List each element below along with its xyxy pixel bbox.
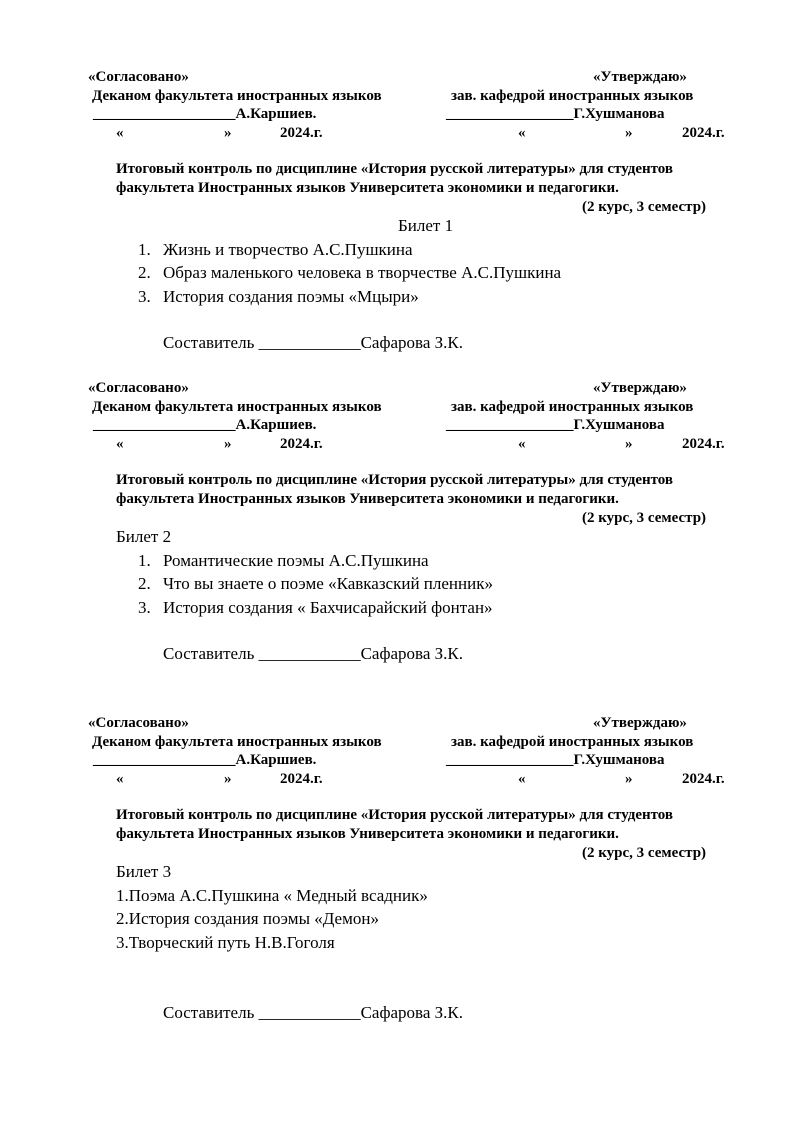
- question-number: 2.: [138, 263, 151, 282]
- question-item: Что вы знаете о поэме «Кавказский пленник»: [163, 574, 493, 593]
- compiler-line: Составитель ____________Сафарова З.К.: [163, 644, 463, 663]
- date-right-open-quote: «: [518, 771, 526, 787]
- question-item: Романтические поэмы А.С.Пушкина: [163, 551, 429, 570]
- date-left-year: 2024.г.: [280, 125, 323, 141]
- approval-left-role: Деканом факультета иностранных языков: [92, 734, 382, 750]
- question-number: 3.: [138, 287, 151, 306]
- approval-left-signature: ___________________А.Каршиев.: [93, 417, 317, 433]
- date-right-year: 2024.г.: [682, 125, 725, 141]
- date-right-year: 2024.г.: [682, 771, 725, 787]
- approval-left-role: Деканом факультета иностранных языков: [92, 88, 382, 104]
- question-item: 2.История создания поэмы «Демон»: [116, 909, 379, 928]
- compiler-line: Составитель ____________Сафарова З.К.: [163, 1003, 463, 1022]
- date-right-close-quote: »: [625, 125, 633, 141]
- date-right-close-quote: »: [625, 436, 633, 452]
- approval-left-signature: ___________________А.Каршиев.: [93, 752, 317, 768]
- question-number: 1.: [138, 551, 151, 570]
- date-right-year: 2024.г.: [682, 436, 725, 452]
- approval-right-role: зав. кафедрой иностранных языков: [451, 734, 694, 750]
- ticket-1: [0, 0, 800, 352]
- intro-line-1: Итоговый контроль по дисциплине «История русской литературы» для студентов: [116, 472, 674, 488]
- question-number: 3.: [138, 598, 151, 617]
- date-right-open-quote: «: [518, 436, 526, 452]
- intro-line-2: факультета Иностранных языков Университета экономики и педагогики.: [116, 180, 619, 196]
- ticket-title: Билет 1: [398, 216, 454, 235]
- question-item: История создания поэмы «Мцыри»: [163, 287, 419, 306]
- date-left-open-quote: «: [116, 436, 124, 452]
- approval-left-role: Деканом факультета иностранных языков: [92, 399, 382, 415]
- approval-left-title: «Согласовано»: [88, 380, 189, 396]
- question-item: Жизнь и творчество А.С.Пушкина: [163, 240, 413, 259]
- intro-line-3: (2 курс, 3 семестр): [582, 199, 707, 215]
- approval-right-signature: _________________Г.Хушманова: [446, 752, 665, 768]
- date-left-year: 2024.г.: [280, 436, 323, 452]
- approval-left-signature: ___________________А.Каршиев.: [93, 106, 317, 122]
- question-number: 1.: [138, 240, 151, 259]
- date-left-year: 2024.г.: [280, 771, 323, 787]
- intro-line-3: (2 курс, 3 семестр): [582, 845, 707, 861]
- question-item: 1.Поэма А.С.Пушкина « Медный всадник»: [116, 886, 428, 905]
- approval-right-title: «Утверждаю»: [593, 69, 687, 85]
- compiler-line: Составитель ____________Сафарова З.К.: [163, 333, 463, 352]
- question-number: 2.: [138, 574, 151, 593]
- date-left-close-quote: »: [224, 771, 232, 787]
- ticket-title: Билет 2: [116, 527, 172, 546]
- date-left-open-quote: «: [116, 125, 124, 141]
- approval-right-title: «Утверждаю»: [593, 380, 687, 396]
- intro-line-1: Итоговый контроль по дисциплине «История русской литературы» для студентов: [116, 807, 674, 823]
- approval-right-signature: _________________Г.Хушманова: [446, 417, 665, 433]
- approval-right-role: зав. кафедрой иностранных языков: [451, 88, 694, 104]
- date-left-close-quote: »: [224, 436, 232, 452]
- approval-right-role: зав. кафедрой иностранных языков: [451, 399, 694, 415]
- approval-left-title: «Согласовано»: [88, 69, 189, 85]
- date-left-close-quote: »: [224, 125, 232, 141]
- date-left-open-quote: «: [116, 771, 124, 787]
- question-item: Образ маленького человека в творчестве А.С.Пушкина: [163, 263, 562, 282]
- approval-left-title: «Согласовано»: [88, 715, 189, 731]
- approval-right-signature: _________________Г.Хушманова: [446, 106, 665, 122]
- intro-line-2: факультета Иностранных языков Университета экономики и педагогики.: [116, 491, 619, 507]
- approval-right-title: «Утверждаю»: [593, 715, 687, 731]
- ticket-2: [0, 311, 800, 663]
- ticket-title: Билет 3: [116, 862, 172, 881]
- intro-line-1: Итоговый контроль по дисциплине «История русской литературы» для студентов: [116, 161, 674, 177]
- ticket-3: [0, 646, 800, 1022]
- date-right-open-quote: «: [518, 125, 526, 141]
- intro-line-2: факультета Иностранных языков Университета экономики и педагогики.: [116, 826, 619, 842]
- question-item: История создания « Бахчисарайский фонтан»: [163, 598, 493, 617]
- question-item: 3.Творческий путь Н.В.Гоголя: [116, 933, 335, 952]
- intro-line-3: (2 курс, 3 семестр): [582, 510, 707, 526]
- date-right-close-quote: »: [625, 771, 633, 787]
